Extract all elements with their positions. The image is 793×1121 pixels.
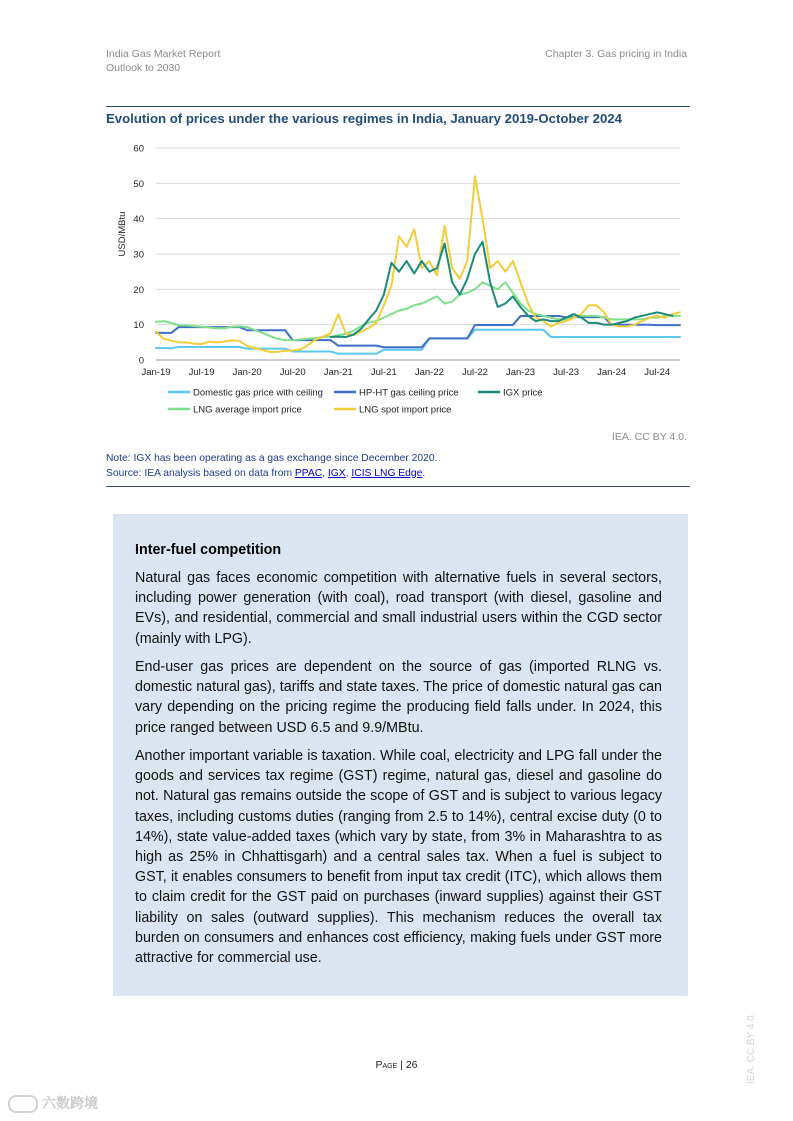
y-tick-label: 30 (133, 249, 144, 261)
page-footer (0, 1059, 793, 1071)
source-separator: , (322, 467, 328, 479)
x-tick-label: Jan-21 (323, 367, 353, 378)
page-word: Page (375, 1059, 398, 1071)
figure-note: Note: IGX has been operating as a gas exchange since December 2020. (106, 453, 438, 464)
y-tick-label: 20 (133, 284, 144, 296)
y-tick-label: 60 (133, 143, 144, 155)
series-line-lng-spot-import-price (156, 176, 680, 352)
series-line-lng-average-import-price (156, 282, 680, 340)
x-tick-label: Jul-23 (553, 367, 580, 378)
source-link-icis[interactable]: ICIS LNG Edge (351, 467, 423, 479)
logo-mark-icon (8, 1095, 38, 1113)
figure-bottom-rule (106, 486, 690, 487)
figure-source (106, 467, 437, 482)
x-tick-label: Jul-19 (188, 367, 215, 378)
x-tick-label: Jul-24 (644, 367, 671, 378)
source-link-igx[interactable]: IGX (327, 467, 346, 479)
side-watermark (734, 1006, 764, 1086)
x-tick-label: Jan-22 (414, 367, 444, 378)
logo-text: 六数跨境 (42, 1095, 98, 1111)
legend-label: HP-HT gas ceiling price (359, 387, 459, 399)
price-line-chart (106, 135, 690, 435)
source-separator: , (345, 467, 352, 479)
box-title: Inter-fuel competition (135, 542, 282, 558)
legend-label: Domestic gas price with ceiling (193, 387, 323, 399)
y-axis-label: USD/MBtu (117, 211, 128, 257)
y-tick-label: 10 (133, 320, 144, 332)
legend-label: LNG average import price (193, 404, 302, 416)
figure-title: Evolution of prices under the various regimes in India, January 2019-October 2024 (106, 111, 622, 126)
box-paragraph-2: End-user gas prices are dependent on the source of gas (imported RLNG vs. domestic natural gas), tariffs and state taxes. The price of domestic natural gas can vary depending on the pricing regime the producing field falls under. In 2024, this price ranged between USD 6.5 and 9.9/MBtu. (135, 659, 662, 736)
x-tick-label: Jan-24 (597, 367, 627, 378)
x-tick-label: Jul-21 (370, 367, 397, 378)
site-logo (8, 1093, 98, 1113)
y-tick-label: 40 (133, 214, 144, 226)
source-prefix: Source: IEA analysis based on data from (106, 467, 295, 479)
x-tick-label: Jul-20 (279, 367, 306, 378)
box-paragraph-3: Another important variable is taxation. While coal, electricity and LPG fall under the goods and services tax regime (GST) regime, natural gas, diesel and gasoline do not. Natural gas remains outside the scope of GST and is subject to various legacy taxes, including customs duties (ranging from 2.5 to 14%), central excise duty (0 to 14%), state value-added taxes (which vary by state, from 3% in Maharashtra to as high as 25% in Chhattisgarh) and a central sales tax. When a fuel is subject to GST, it enables consumers to benefit from input tax credit (ITC), which allows them to claim credit for the GST paid on purchases (inward supplies) against their GST liability on sales (outward supplies). This mechanism reduces the overall tax burden on consumers and enhances cost efficiency, making fuels under GST more attractive for commercial use. (135, 748, 662, 967)
x-tick-label: Jan-20 (232, 367, 262, 378)
report-title: India Gas Market Report (106, 48, 221, 60)
box-paragraph-1: Natural gas faces economic competition with alternative fuels in several sectors, including power generation (with coal), road transport (with diesel, gasoline and EVs), and residential, commercial and small industrial users within the CGD sector (mainly with LPG). (135, 570, 662, 647)
running-header-left (106, 47, 220, 75)
legend-label: LNG spot import price (359, 404, 452, 416)
chapter-title: Chapter 3. Gas pricing in India (545, 48, 687, 60)
series-line-hp-ht-gas-ceiling-price (156, 316, 680, 347)
legend-label: IGX price (503, 387, 543, 399)
y-tick-label: 0 (138, 355, 144, 367)
figure-top-rule (106, 106, 690, 107)
side-watermark-text: IEA. CC BY 4.0. (746, 1012, 757, 1084)
series-line-domestic-gas-price-with-ceiling (156, 330, 680, 354)
page-number: 26 (405, 1059, 418, 1071)
page-separator: | (397, 1059, 406, 1071)
x-tick-label: Jan-19 (141, 367, 171, 378)
x-tick-label: Jul-22 (462, 367, 488, 378)
source-end: . (422, 467, 426, 479)
x-tick-label: Jan-23 (505, 367, 536, 378)
figure-notes (106, 452, 437, 481)
source-link-ppac[interactable]: PPAC (294, 467, 323, 479)
figure-credit: IEA. CC BY 4.0. (611, 431, 687, 443)
inter-fuel-box (113, 514, 688, 996)
report-subtitle: Outlook to 2030 (106, 62, 181, 74)
y-tick-label: 50 (133, 178, 144, 190)
